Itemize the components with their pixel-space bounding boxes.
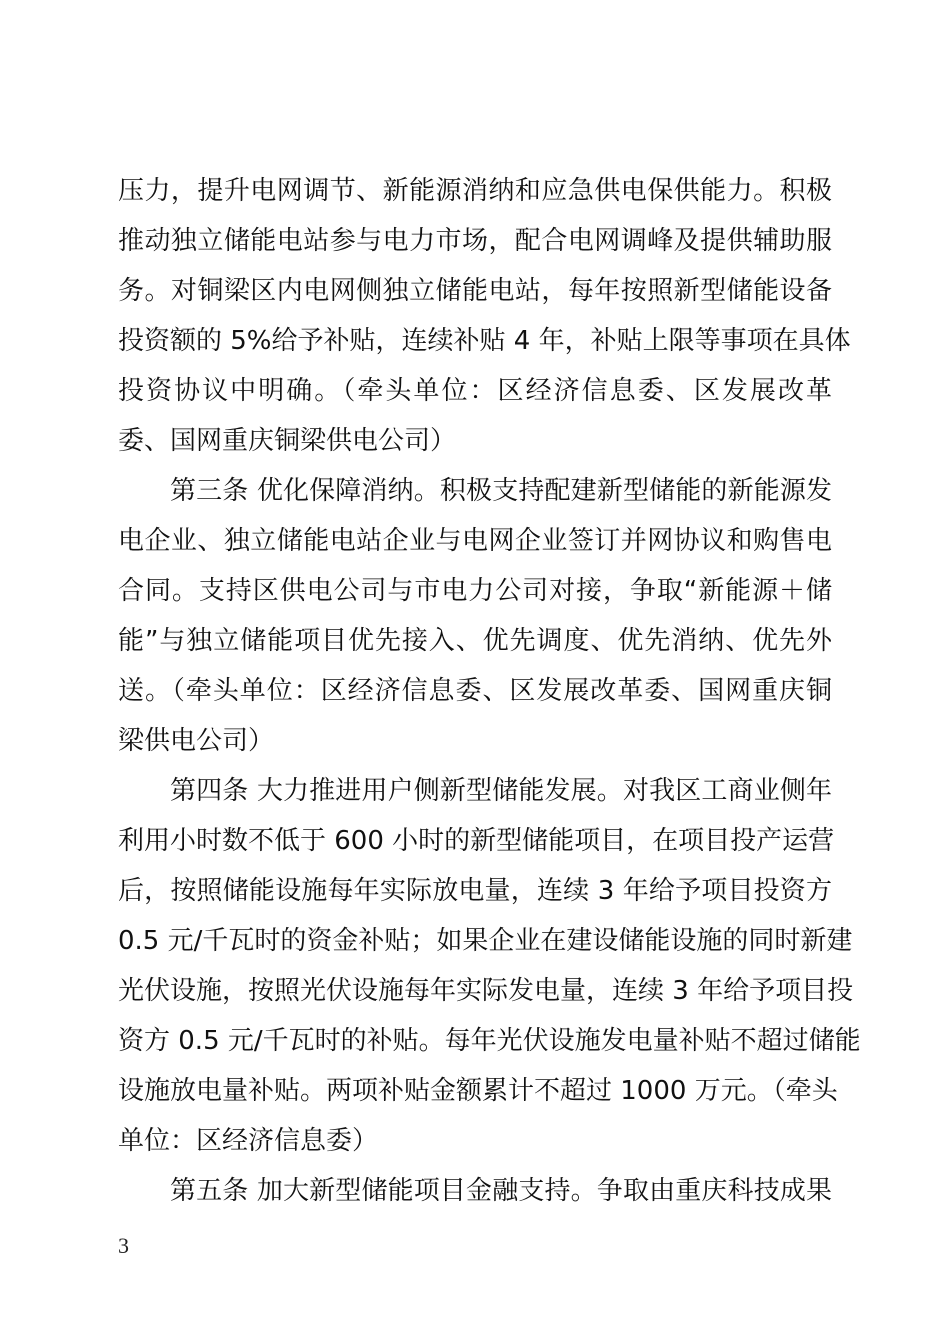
text-line: 投资额的 5%给予补贴，连续补贴 4 年，补贴上限等事项在具体 <box>118 326 851 356</box>
text-line: 设施放电量补贴。两项补贴金额累计不超过 1000 万元。（牵头 <box>118 1076 838 1106</box>
text-line: 后，按照储能设施每年实际放电量，连续 3 年给予项目投资方 <box>118 876 832 906</box>
article-heading-line: 第四条 大力推进用户侧新型储能发展。对我区工商业侧年 <box>170 776 832 806</box>
article-heading-line: 第三条 优化保障消纳。积极支持配建新型储能的新能源发 <box>170 476 832 506</box>
article-heading-line: 第五条 加大新型储能项目金融支持。争取由重庆科技成果 <box>170 1176 832 1206</box>
text-line: 0.5 元/千瓦时的资金补贴；如果企业在建设储能设施的同时新建 <box>118 926 853 956</box>
text-line: 资方 0.5 元/千瓦时的补贴。每年光伏设施发电量补贴不超过储能 <box>118 1026 861 1056</box>
text-line: 单位：区经济信息委） <box>118 1126 379 1156</box>
text-line: 投资协议中明确。（牵头单位：区经济信息委、区发展改革 <box>118 376 832 406</box>
text-line: 推动独立储能电站参与电力市场，配合电网调峰及提供辅助服 <box>118 226 832 256</box>
text-line: 能”与独立储能项目优先接入、优先调度、优先消纳、优先外 <box>118 626 832 656</box>
text-line: 光伏设施，按照光伏设施每年实际发电量，连续 3 年给予项目投 <box>118 976 854 1006</box>
text-line: 利用小时数不低于 600 小时的新型储能项目，在项目投产运营 <box>118 826 835 856</box>
page-number: 3 <box>118 1233 129 1258</box>
text-line: 压力，提升电网调节、新能源消纳和应急供电保供能力。积极 <box>118 176 832 206</box>
text-line: 委、国网重庆铜梁供电公司） <box>118 426 457 456</box>
text-line: 梁供电公司） <box>118 726 275 756</box>
text-line: 电企业、独立储能电站企业与电网企业签订并网协议和购售电 <box>118 526 832 556</box>
text-line: 合同。支持区供电公司与市电力公司对接，争取“新能源＋储 <box>118 576 832 606</box>
text-line: 务。对铜梁区内电网侧独立储能电站，每年按照新型储能设备 <box>118 276 832 306</box>
text-line: 送。（牵头单位：区经济信息委、区发展改革委、国网重庆铜 <box>118 676 832 706</box>
